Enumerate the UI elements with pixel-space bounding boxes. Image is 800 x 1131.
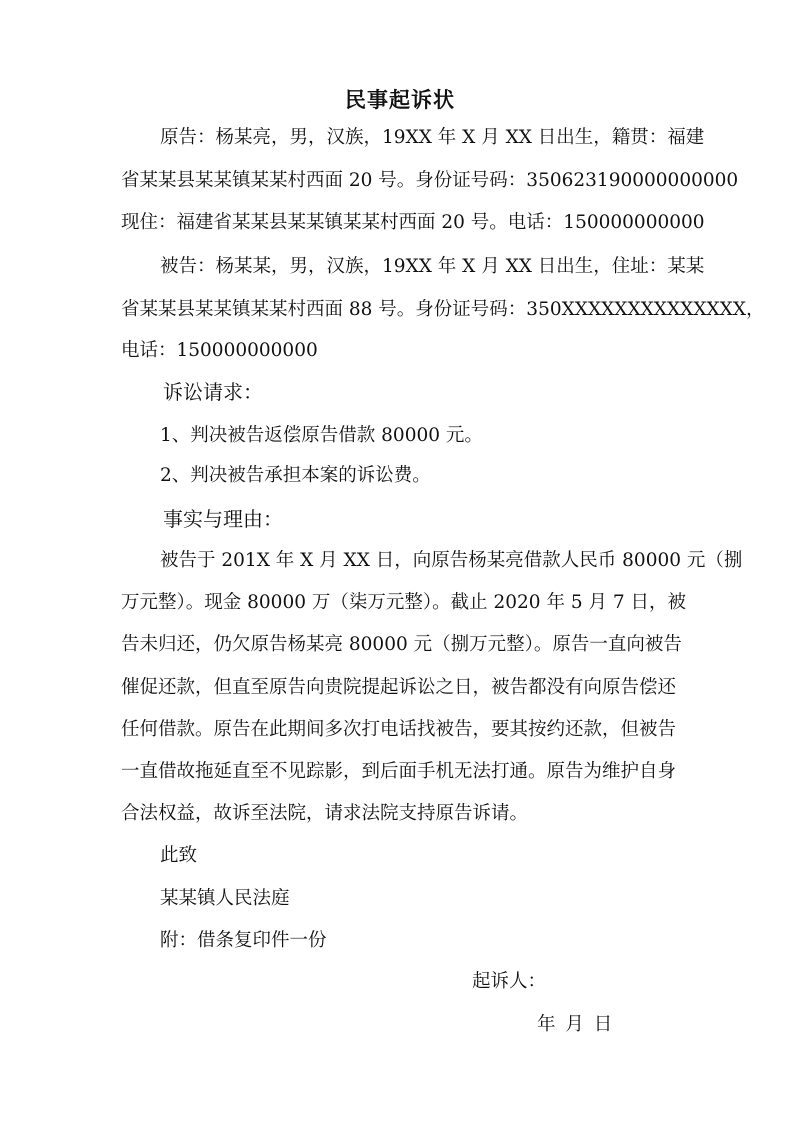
court-name: 某某镇人民法庭 — [160, 888, 290, 909]
attachment-note: 附：借条复印件一份 — [160, 930, 327, 951]
defendant-line-3: 电话：150000000000 — [121, 340, 318, 361]
facts-line: 告未归还，仍欠原告杨某亮 80000 元（捌万元整）。原告一直向被告 — [121, 634, 682, 655]
closing-text: 此致 — [160, 845, 198, 866]
claim-item: 1、判决被告返偿原告借款 80000 元。 — [160, 425, 483, 446]
facts-line: 任何借款。原告在此期间多次打电话找被告，要其按约还款，但被告 — [121, 719, 677, 740]
facts-heading: 事实与理由： — [163, 507, 283, 531]
plaintiff-line-1: 原告：杨某亮，男，汉族，19XX 年 X 月 XX 日出生，籍贯：福建 — [160, 127, 705, 148]
facts-line: 催促还款，但直至原告向贵院提起诉讼之日，被告都没有向原告偿还 — [121, 677, 677, 698]
document-title: 民事起诉状 — [345, 88, 455, 112]
facts-line: 一直借故拖延直至不见踪影，到后面手机无法打通。原告为维护自身 — [121, 761, 677, 782]
defendant-line-1: 被告：杨某某，男，汉族，19XX 年 X 月 XX 日出生，住址：某某 — [160, 256, 705, 277]
plaintiff-signature-label: 起诉人： — [472, 971, 547, 992]
facts-line: 被告于 201X 年 X 月 XX 日，向原告杨某亮借款人民币 80000 元（捌 — [160, 550, 743, 571]
plaintiff-line-3: 现住：福建省某某县某某镇某某村西面 20 号。电话：150000000000 — [121, 212, 705, 233]
facts-line: 万元整）。现金 80000 万（柒万元整）。截止 2020 年 5 月 7 日，被 — [121, 592, 687, 613]
facts-line: 合法权益，故诉至法院，请求法院支持原告诉请。 — [121, 803, 529, 824]
claims-heading: 诉讼请求： — [163, 380, 263, 404]
date-line: 年 月 日 — [537, 1014, 615, 1035]
defendant-line-2: 省某某县某某镇某某村西面 88 号。身份证号码：350XXXXXXXXXXXXXX， — [121, 299, 765, 320]
claim-item: 2、判决被告承担本案的诉讼费。 — [160, 465, 431, 486]
plaintiff-line-2: 省某某县某某镇某某村西面 20 号。身份证号码：350623190000000000 — [121, 170, 739, 191]
